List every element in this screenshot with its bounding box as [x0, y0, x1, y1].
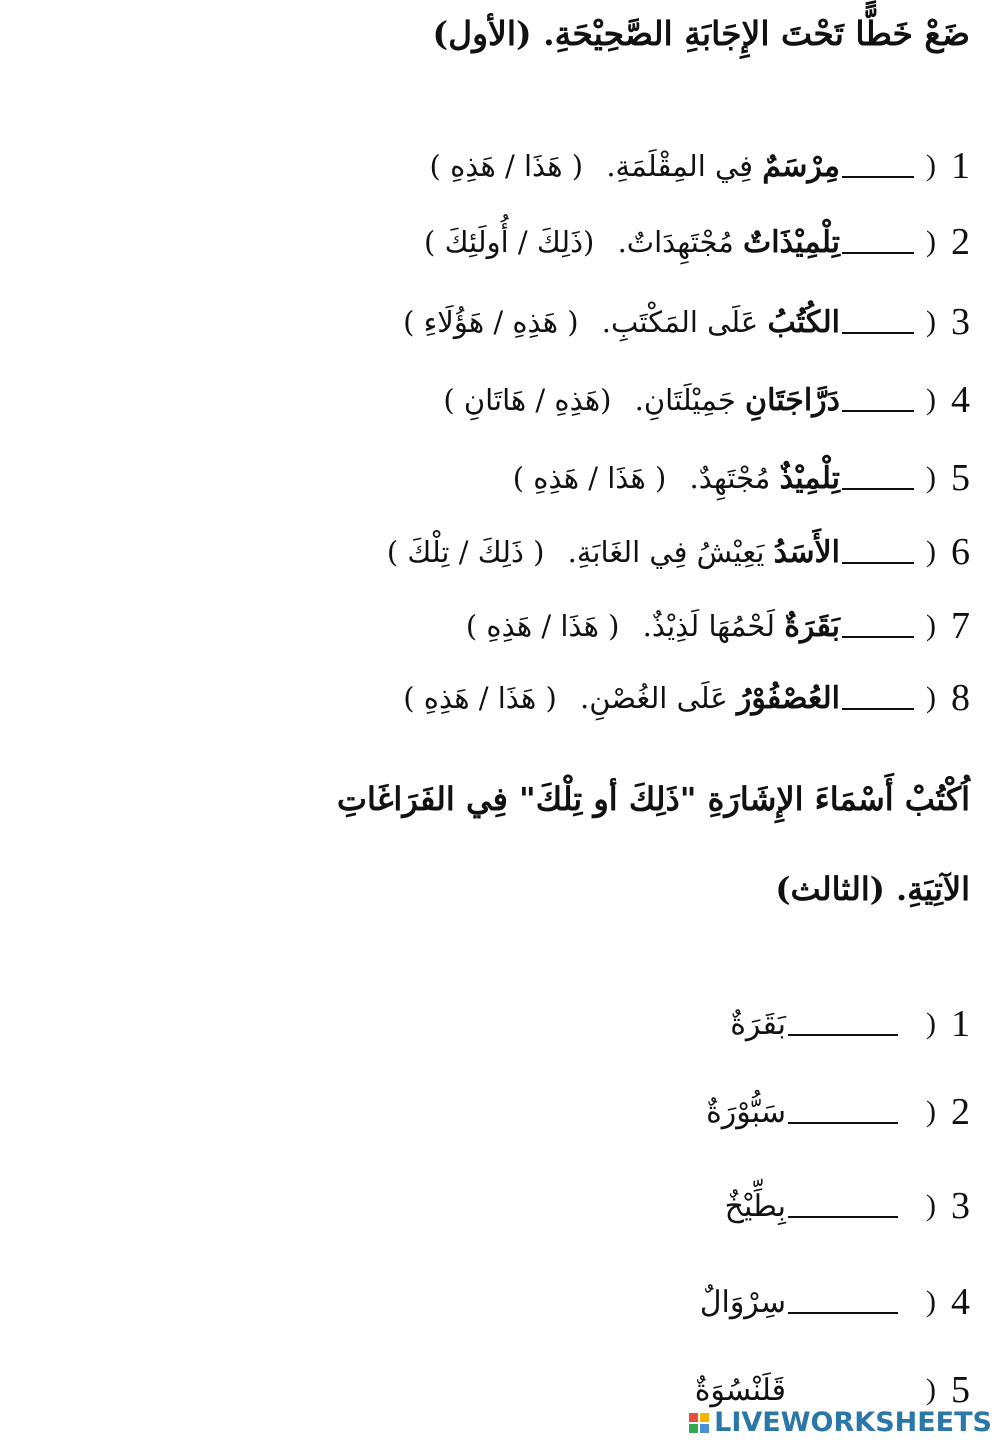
- exercise1-row-2: [10, 212, 970, 272]
- item-rest: مُجْتَهِدَاتٌ.: [617, 224, 734, 259]
- item-number: 7: [951, 605, 970, 647]
- exercise1-row-5: [10, 448, 970, 508]
- item-number: 8: [951, 677, 970, 719]
- exercise1-row-7: [10, 596, 970, 656]
- item-number: 2: [951, 1091, 970, 1133]
- answer-blank[interactable]: [842, 686, 914, 710]
- item-choices[interactable]: ( هَذِهِ / هَؤُلَاءِ ): [403, 304, 579, 339]
- answer-blank[interactable]: [788, 1012, 898, 1036]
- answer-blank[interactable]: [788, 1194, 898, 1218]
- exercise2-row-3: [10, 1176, 970, 1236]
- item-sentence: [387, 535, 840, 570]
- item-number: 4: [951, 1281, 970, 1323]
- item-number: 1: [951, 145, 970, 187]
- answer-blank[interactable]: [788, 1378, 898, 1402]
- exercise1-row-6: [10, 522, 970, 582]
- answer-blank[interactable]: [842, 540, 914, 564]
- item-number: 5: [951, 1369, 970, 1411]
- item-word: سَبُّوْرَةٌ: [706, 1094, 786, 1130]
- item-rest: جَمِيْلَتَانِ.: [634, 382, 736, 417]
- item-subject: تِلْمِيْذَاتٌ: [742, 224, 840, 260]
- item-paren: ): [926, 609, 936, 642]
- item-sentence: [466, 609, 840, 644]
- item-subject: دَرَّاجَتَانِ: [745, 382, 840, 418]
- item-choices[interactable]: (هَذِهِ / هَاتَانِ ): [443, 382, 612, 417]
- item-paren: ): [926, 681, 936, 714]
- item-choices[interactable]: ( هَذَا / هَذِهِ ): [403, 680, 557, 715]
- answer-blank[interactable]: [842, 466, 914, 490]
- answer-blank[interactable]: [842, 388, 914, 412]
- exercise1-row-3: [10, 292, 970, 352]
- answer-blank[interactable]: [788, 1290, 898, 1314]
- item-paren: ): [926, 149, 936, 182]
- item-sentence: [430, 149, 840, 184]
- item-choices[interactable]: ( هَذَا / هَذِهِ ): [465, 608, 620, 643]
- item-subject: العُصْفُوْرُ: [736, 680, 840, 716]
- item-subject: تِلْمِيْذٌ: [779, 460, 840, 496]
- item-choices[interactable]: ( هَذَا / هَذِهِ ): [429, 148, 584, 183]
- item-rest: مُجْتَهِدٌ.: [689, 460, 771, 495]
- item-sentence: [403, 681, 840, 716]
- item-word: بِطِّيْخٌ: [724, 1188, 786, 1224]
- answer-blank[interactable]: [842, 310, 914, 334]
- item-subject: الأَسَدُ: [773, 534, 840, 570]
- exercise1-row-4: [10, 370, 970, 430]
- logo-square-yellow: [700, 1413, 709, 1422]
- item-choices[interactable]: (ذَلِكَ / أُولَئِكَ ): [424, 224, 595, 259]
- item-rest: يَعِيْشُ فِي الغَابَةِ.: [567, 534, 765, 569]
- logo-square-red: [689, 1413, 698, 1422]
- section2-heading-line2: الآتِيَةِ. (الثالث): [775, 870, 970, 908]
- exercise2-row-4: [10, 1272, 970, 1332]
- item-sentence: [403, 305, 840, 340]
- item-paren: ): [926, 461, 936, 494]
- item-subject: مِرْسَمٌ: [762, 148, 840, 184]
- item-word: قَلَنْسُوَةٌ: [694, 1372, 786, 1408]
- liveworksheets-logo: [689, 1407, 992, 1438]
- item-paren: ): [926, 1189, 936, 1222]
- exercise1-row-8: [10, 668, 970, 728]
- item-sentence: [513, 461, 840, 496]
- section2-heading-line1: اُكْتُبْ أَسْمَاءَ الإِشَارَةِ "ذَلِكَ أو تِلْكَ" فِي الفَرَاغَاتِ: [336, 780, 970, 818]
- item-paren: ): [926, 1095, 936, 1128]
- item-word: بَقَرَةٌ: [730, 1006, 786, 1042]
- answer-blank[interactable]: [842, 230, 914, 254]
- answer-blank[interactable]: [842, 154, 914, 178]
- item-sentence: [424, 225, 840, 260]
- item-paren: ): [926, 225, 936, 258]
- item-number: 3: [951, 1185, 970, 1227]
- item-number: 1: [951, 1003, 970, 1045]
- answer-blank[interactable]: [842, 614, 914, 638]
- item-paren: ): [926, 383, 936, 416]
- item-rest: عَلَى المَكْتَبِ.: [601, 304, 759, 339]
- item-number: 4: [951, 379, 970, 421]
- item-rest: عَلَى الغُصْنِ.: [580, 680, 728, 715]
- logo-grid-icon: [689, 1413, 709, 1433]
- item-number: 2: [951, 221, 970, 263]
- item-paren: ): [926, 305, 936, 338]
- logo-text: LIVEWORKSHEETS: [714, 1407, 992, 1438]
- item-paren: ): [926, 1373, 936, 1406]
- item-paren: ): [926, 1007, 936, 1040]
- item-rest: لَحْمُهَا لَذِيْذٌ.: [642, 608, 775, 643]
- exercise2-row-1: [10, 994, 970, 1054]
- logo-square-green: [689, 1424, 698, 1433]
- item-number: 3: [951, 301, 970, 343]
- item-choices[interactable]: ( ذَلِكَ / تِلْكَ ): [386, 534, 545, 569]
- item-rest: فِي المِقْلَمَةِ.: [606, 148, 754, 183]
- exercise2-row-2: [10, 1082, 970, 1142]
- item-subject: الكُتُبُ: [767, 304, 840, 340]
- exercise1-row-1: [10, 136, 970, 196]
- item-paren: ): [926, 535, 936, 568]
- item-word: سِرْوَالٌ: [699, 1284, 786, 1320]
- item-number: 6: [951, 531, 970, 573]
- answer-blank[interactable]: [788, 1100, 898, 1124]
- item-number: 5: [951, 457, 970, 499]
- item-paren: ): [926, 1285, 936, 1318]
- item-choices[interactable]: ( هَذَا / هَذِهِ ): [512, 460, 667, 495]
- logo-square-blue: [700, 1424, 709, 1433]
- item-sentence: [443, 383, 840, 418]
- section1-heading: ضَعْ خَطًّا تَحْتَ الإِجَابَةِ الصَّحِيْحَةِ. (الأول): [432, 14, 970, 53]
- item-subject: بَقَرَةٌ: [784, 608, 840, 644]
